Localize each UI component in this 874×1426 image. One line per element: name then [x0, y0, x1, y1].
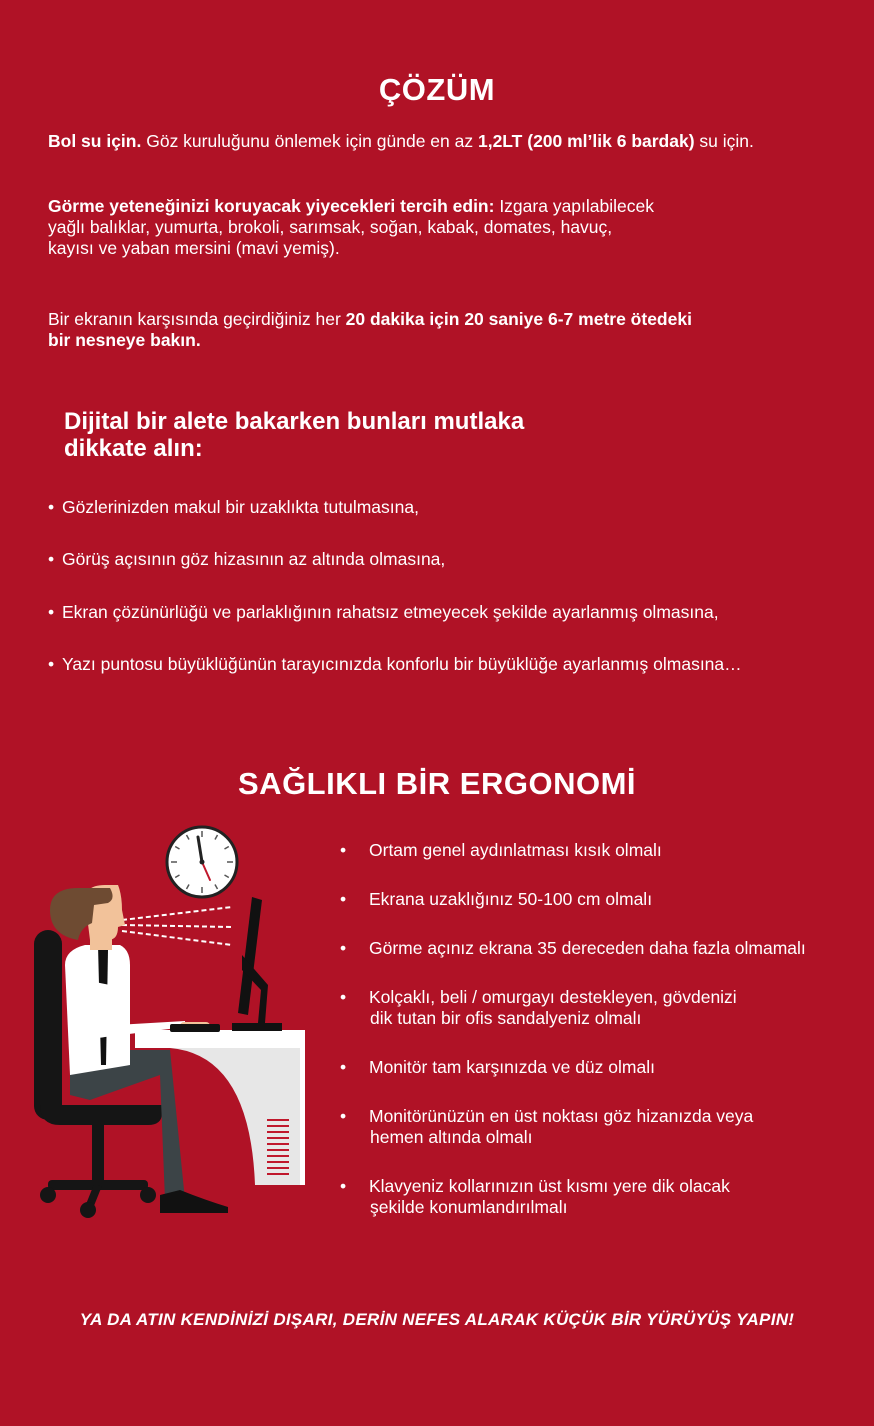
- ergonomic-workstation-illustration: [30, 825, 330, 1225]
- digital-bullet: • Yazı puntosu büyüklüğünün tarayıcınızda konforlu bir büyüklüğe ayarlanmış olmasına…: [48, 654, 742, 674]
- ergonomi-bullet: • Ortam genel aydınlatması kısık olmalı: [340, 840, 662, 860]
- ergonomi-bullet: • Monitörünüzün en üst noktası göz hizanızda veya hemen altında olmalı: [340, 1106, 754, 1147]
- ergonomi-bullet: • Ekrana uzaklığınız 50-100 cm olmalı: [340, 889, 653, 909]
- digital-heading: Dijital bir alete bakarken bunları mutlaka dikkate alın:: [64, 408, 525, 462]
- monitor-icon: [232, 897, 282, 1031]
- cozum-title: ÇÖZÜM: [378, 72, 496, 107]
- digital-bullet: • Görüş açısının göz hizasının az altında olmasına,: [48, 549, 446, 569]
- ergonomi-bullet: • Monitör tam karşınızda ve düz olmalı: [340, 1057, 655, 1077]
- keyboard-icon: [170, 1024, 220, 1032]
- clock-icon: [167, 827, 237, 897]
- ergonomi-bullet: • Klavyeniz kollarınızın üst kısmı yere dik olacak şekilde konumlandırılmalı: [340, 1176, 730, 1217]
- ergonomi-bullet: • Kolçaklı, beli / omurgayı destekleyen, gövdenizi dik tutan bir ofis sandalyeniz olmalı: [340, 987, 737, 1028]
- food-paragraph: Görme yeteneğinizi koruyacak yiyecekleri tercih edin: Izgara yapılabilecek yağlı balıklar, yumurta, brokoli, sarımsak, soğan, kabak, domates, havuç, kayısı ve yaban mersini (mavi yemiş).: [48, 196, 654, 258]
- footer-slogan: YA DA ATIN KENDİNİZİ DIŞARI, DERİN NEFES ALARAK KÜÇÜK BİR YÜRÜYÜŞ YAPIN!: [79, 1310, 795, 1329]
- digital-bullet: • Gözlerinizden makul bir uzaklıkta tutulmasına,: [48, 497, 419, 517]
- ergonomi-title: SAĞLIKLI BİR ERGONOMİ: [238, 766, 636, 801]
- ergonomi-bullet: • Görme açınız ekrana 35 dereceden daha fazla olmamalı: [340, 938, 806, 958]
- screen-break-paragraph: Bir ekranın karşısında geçirdiğiniz her 20 dakika için 20 saniye 6-7 metre ötedeki bir nesneye bakın.: [48, 309, 692, 350]
- digital-bullet: • Ekran çözünürlüğü ve parlaklığının rahatsız etmeyecek şekilde ayarlanmış olmasına,: [48, 602, 719, 622]
- water-paragraph: Bol su için. Göz kuruluğunu önlemek için günde en az 1,2LT (200 ml’lik 6 bardak) su için.: [48, 131, 754, 151]
